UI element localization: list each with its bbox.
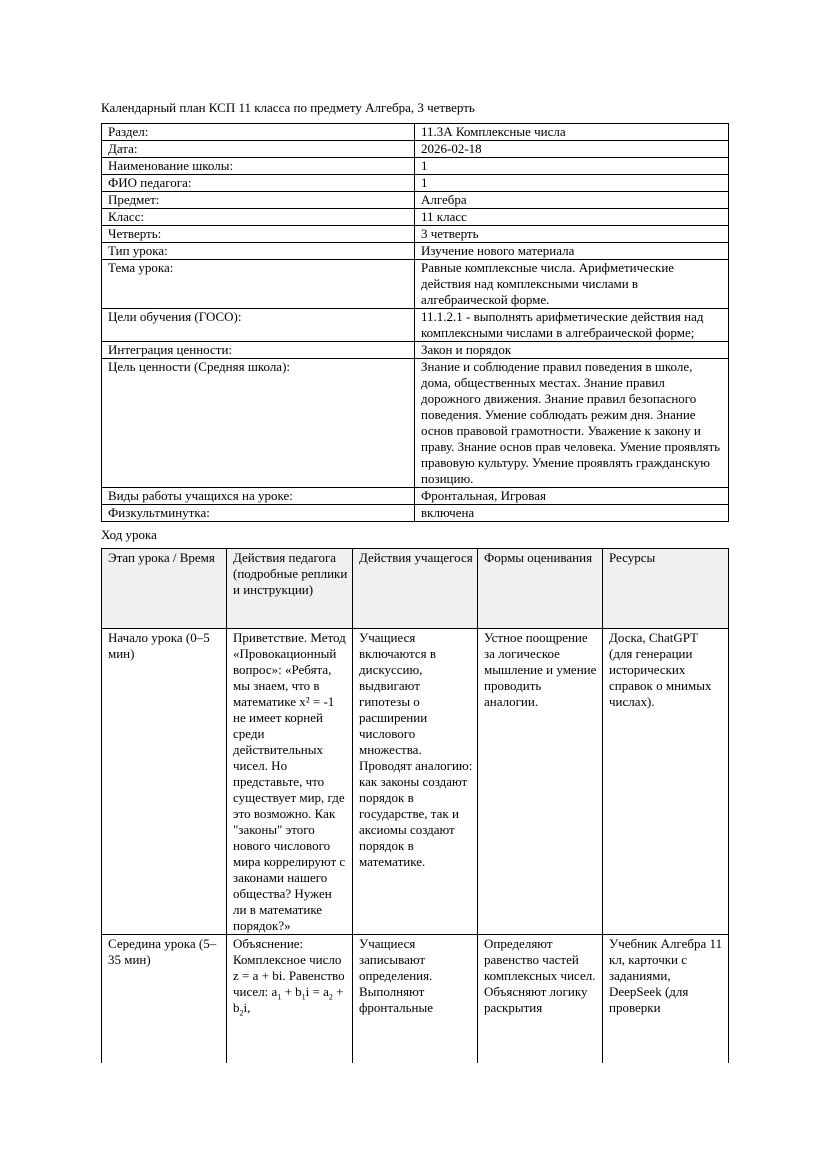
teacher-cell — [227, 935, 353, 1064]
assessment-cell: Устное поощрение за логическое мышление и умение проводить аналогии. — [478, 629, 603, 935]
plan-header-row — [102, 549, 729, 629]
header-assessment: Формы оценивания — [478, 549, 603, 629]
info-label: Виды работы учащихся на уроке: — [102, 488, 415, 505]
info-value: Закон и порядок — [415, 342, 729, 359]
lesson-plan-table — [101, 548, 729, 1063]
info-label: Наименование школы: — [102, 158, 415, 175]
plan-row-middle — [102, 935, 729, 1064]
info-value: Знание и соблюдение правил поведения в школе, дома, общественных местах. Знание правил дорожного движения. Знание правил безопасного поведения. Умение соблюдать режим дня. Знание основ правовой грамотности. Уважение к закону и праву. Знание основ прав человека. Умение проявлять правовую культуру. Умение проявлять гражданскую позицию. — [415, 359, 729, 488]
info-label: Цели обучения (ГОСО): — [102, 309, 415, 342]
subscript: 2 — [328, 992, 333, 1002]
info-value: 3 четверть — [415, 226, 729, 243]
info-value: Изучение нового материала — [415, 243, 729, 260]
student-cell: Учащиеся включаются в дискуссию, выдвигают гипотезы о расширении числового множества. Проводят аналогию: как законы создают порядок в государстве, так и аксиомы создают порядок в математике. — [353, 629, 478, 935]
teacher-text: i = a — [305, 984, 329, 999]
header-teacher-actions: Действия педагога (подробные реплики и инструкции) — [227, 549, 353, 629]
header-student-actions: Действия учащегося — [353, 549, 478, 629]
info-label: Тема урока: — [102, 260, 415, 309]
resources-cell: Доска, ChatGPT (для генерации исторических справок о мнимых числах). — [603, 629, 729, 935]
stage-cell: Начало урока (0–5 мин) — [102, 629, 227, 935]
info-value: 2026-02-18 — [415, 141, 729, 158]
page-title: Календарный план КСП 11 класса по предмету Алгебра, 3 четверть — [101, 100, 475, 115]
info-value: 11.3А Комплексные числа — [415, 124, 729, 141]
lesson-progress-heading: Ход урока — [101, 527, 157, 542]
header-resources: Ресурсы — [603, 549, 729, 629]
info-label: ФИО педагога: — [102, 175, 415, 192]
header-stage: Этап урока / Время — [102, 549, 227, 629]
info-label: Предмет: — [102, 192, 415, 209]
info-label: Класс: — [102, 209, 415, 226]
subscript: 1 — [277, 992, 282, 1002]
info-value: 11 класс — [415, 209, 729, 226]
info-value: Равные комплексные числа. Арифметические действия над комплексными числами в алгебраической форме. — [415, 260, 729, 309]
subscript: 1 — [301, 992, 306, 1002]
info-label: Цель ценности (Средняя школа): — [102, 359, 415, 488]
subscript: 2 — [239, 1008, 244, 1018]
teacher-text: Объяснение: Комплексное число z = a + bi. Равенство чисел: a — [233, 936, 345, 999]
info-label: Раздел: — [102, 124, 415, 141]
student-cell: Учащиеся записывают определения. Выполняют фронтальные — [353, 935, 478, 1064]
resources-cell: Учебник Алгебра 11 кл, карточки с заданиями, DeepSeek (для проверки — [603, 935, 729, 1064]
info-value: 11.1.2.1 - выполнять арифметические действия над комплексными числами в алгебраической форме; — [415, 309, 729, 342]
info-label: Интеграция ценности: — [102, 342, 415, 359]
info-value: 1 — [415, 158, 729, 175]
info-label: Физкультминутка: — [102, 505, 415, 522]
teacher-cell: Приветствие. Метод «Провокационный вопрос»: «Ребята, мы знаем, что в математике x² = -1 не имеет корней среди действительных чисел. Но представьте, что существует мир, где это возможно. Как "законы" этого нового числового мира коррелируют с законами нашего общества? Нужен ли в математике порядок?» — [227, 629, 353, 935]
info-label: Тип урока: — [102, 243, 415, 260]
info-value: Фронтальная, Игровая — [415, 488, 729, 505]
teacher-text: + b — [281, 984, 302, 999]
plan-row-start — [102, 629, 729, 935]
info-label: Дата: — [102, 141, 415, 158]
info-label: Четверть: — [102, 226, 415, 243]
info-value: включена — [415, 505, 729, 522]
assessment-cell: Определяют равенство частей комплексных чисел. Объясняют логику раскрытия — [478, 935, 603, 1064]
info-value: 1 — [415, 175, 729, 192]
teacher-text: + b — [233, 984, 344, 1015]
teacher-text: i, — [243, 1000, 251, 1015]
stage-cell: Середина урока (5–35 мин) — [102, 935, 227, 1064]
info-value: Алгебра — [415, 192, 729, 209]
